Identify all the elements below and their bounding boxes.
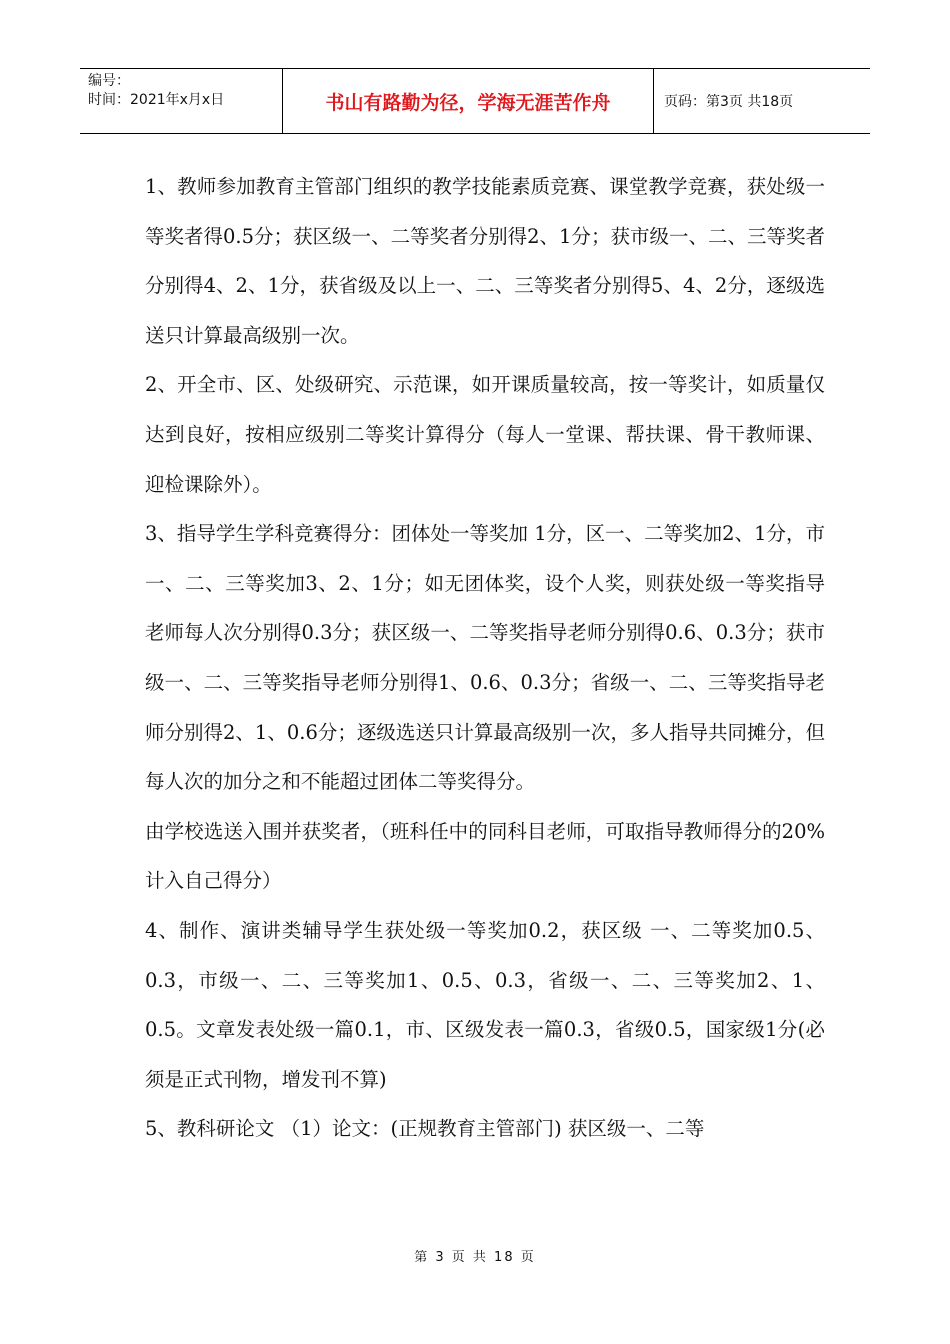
paragraph-1: 1、教师参加教育主管部门组织的教学技能素质竞赛、课堂教学竞赛，获处级一等奖者得0.5分；获区级一、二等奖者分别得2、1分；获市级一、二、三等奖者分别得4、2、1分，获省级及以上一、二、三等奖者分别得5、4、2分，逐级选送只计算最高级别一次。: [145, 175, 825, 347]
document-number-label: 编号：: [88, 73, 130, 89]
header-page-info: 页码：第3页 共18页: [664, 94, 794, 110]
page-footer: 第 3 页 共 18 页: [414, 1250, 536, 1265]
paragraph-2: 2、开全市、区、处级研究、示范课，如开课质量较高，按一等奖计，如质量仅达到良好，按相应级别二等奖计算得分（每人一堂课、帮扶课、骨干教师课、迎检课除外）。: [145, 373, 825, 496]
document-body: [145, 162, 825, 1154]
paragraph-5: 5、教科研论文 （1）论文：(正规教育主管部门) 获区级一、二等: [145, 1117, 705, 1141]
page-header: [80, 68, 870, 134]
document-date: 时间：2021年x月x日: [88, 92, 225, 108]
paragraph-3: 3、指导学生学科竞赛得分：团体处一等奖加 1分，区一、二等奖加2、1分，市一、二、三等奖加3、2、1分；如无团体奖，设个人奖，则获处级一等奖指导老师每人次分别得0.3分；获区级一、二等奖指导老师分别得0.6、0.3分；获市级一、二、三等奖指导老师分别得1、0.6、0.3分；省级一、二、三等奖指导老师分别得2、1、0.6分；逐级选送只计算最高级别一次，多人指导共同摊分，但每人次的加分之和不能超过团体二等奖得分。: [145, 522, 825, 794]
header-motto: 书山有路勤为径，学海无涯苦作舟: [283, 69, 654, 133]
header-meta: [80, 69, 283, 133]
paragraph-4: 4、制作、演讲类辅导学生获处级一等奖加0.2，获区级 一、二等奖加0.5、0.3，市级一、二、三等奖加1、0.5、0.3，省级一、二、三等奖加2、1、0.5。文章发表处级一篇0.1，市、区级发表一篇0.3，省级0.5，国家级1分(必须是正式刊物，增发刊不算): [145, 918, 825, 1091]
paragraph-note: 由学校选送入围并获奖者，（班科任中的同科目老师，可取指导教师得分的20%计入自己得分）: [145, 819, 825, 893]
